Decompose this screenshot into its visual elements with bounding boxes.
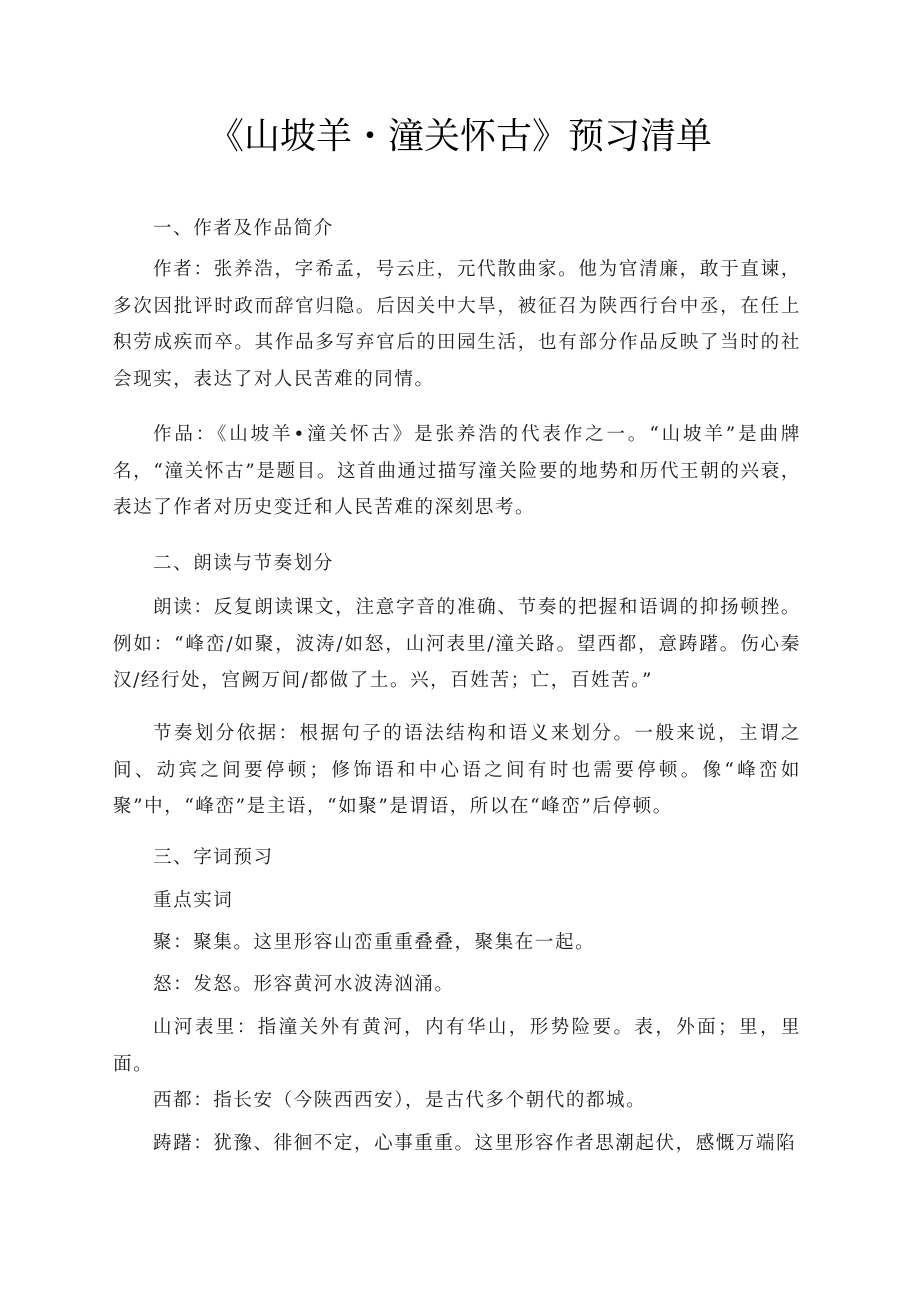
author-paragraph: 作者：张养浩，字希孟，号云庄，元代散曲家。他为官清廉，敢于直谏，多次因批评时政而辞官归隐。后因关中大旱，被征召为陕西行台中丞，在任上积劳成疾而卒。其作品多写弃官后的田园生活，也有部分作品反映了当时的社会现实，表达了对人民苦难的同情。 bbox=[113, 259, 801, 390]
section-heading-author-intro: 一、作者及作品简介 bbox=[153, 218, 334, 239]
work-paragraph: 作品：《山坡羊•潼关怀古》是张养浩的代表作之一。“山坡羊”是曲牌名，“潼关怀古”是题目。这首曲通过描写潼关险要的地势和历代王朝的兴衰，表达了作者对历史变迁和人民苦难的深刻思考。 bbox=[113, 424, 801, 518]
word-entry-nu: 怒：发怒。形容黄河水波涛汹涌。 bbox=[153, 974, 455, 995]
section-heading-vocabulary: 三、字词预习 bbox=[153, 847, 274, 868]
word-entry-ju: 聚：聚集。这里形容山峦重重叠叠，聚集在一起。 bbox=[153, 932, 596, 953]
rhythm-paragraph: 节奏划分依据：根据句子的语法结构和语义来划分。一般来说，主谓之间、动宾之间要停顿；修饰语和中心语之间有时也需要停顿。像“峰峦如聚”中，“峰峦”是主语，“如聚”是谓语，所以在“峰峦”后停顿。 bbox=[113, 723, 801, 817]
subheading-key-words: 重点实词 bbox=[153, 890, 234, 911]
page-title: 《山坡羊・潼关怀古》预习清单 bbox=[207, 116, 712, 157]
reading-paragraph: 朗读：反复朗读课文，注意字音的准确、节奏的把握和语调的抑扬顿挫。例如：“峰峦/如聚，波涛/如怒，山河表里/潼关路。望西都，意踌躇。伤心秦汉/经行处，宫阙万间/都做了土。兴，百姓苦；亡，百姓苦。” bbox=[113, 597, 801, 691]
section-heading-reading-rhythm: 二、朗读与节奏划分 bbox=[153, 553, 334, 574]
word-entry-xidu: 西都：指长安（今陕西西安），是古代多个朝代的都城。 bbox=[153, 1090, 647, 1111]
word-entry-chouchu: 踌躇：犹豫、徘徊不定，心事重重。这里形容作者思潮起伏，感慨万端陷 bbox=[153, 1133, 797, 1154]
word-entry-shanhe: 山河表里：指潼关外有黄河，内有华山，形势险要。表，外面；里，里面。 bbox=[113, 1017, 801, 1075]
